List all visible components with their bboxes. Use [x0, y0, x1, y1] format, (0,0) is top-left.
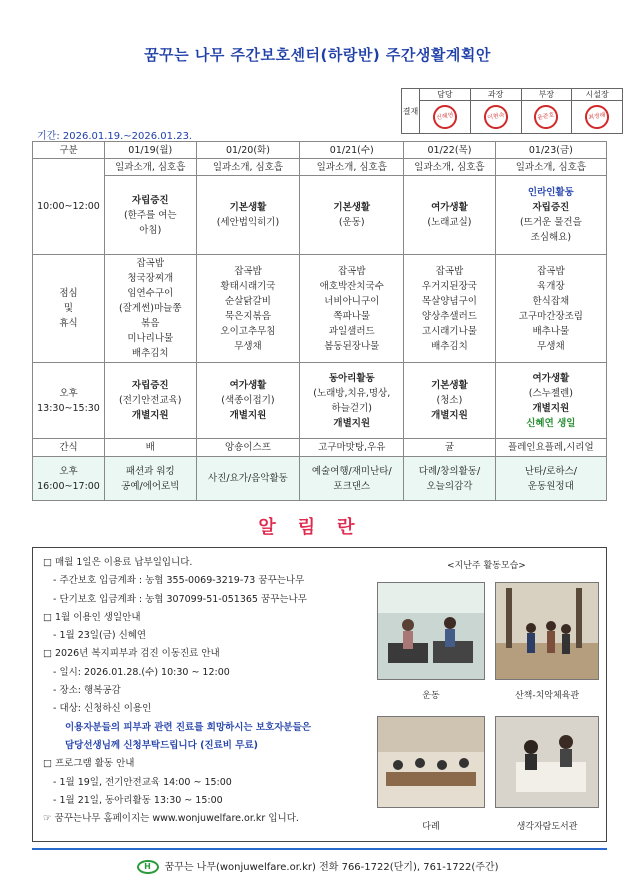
footer-text: 꿈꾸는 나무(wonjuwelfare.or.kr) 전화 766-1722(단기), 761-1722(주간) [164, 862, 499, 873]
photo-tea [377, 716, 485, 808]
program-detail: (뜨거운 물건을 [519, 217, 582, 228]
intro-row [33, 159, 607, 176]
menu-cell [196, 255, 300, 363]
notice-item: - 장소: 행복공감 [53, 685, 121, 697]
lunch-label-line: 점심 [59, 288, 78, 299]
notice-item: - 대상: 신청하신 이용인 [53, 703, 152, 715]
menu-item: (잘게썬)마늘쫑 [119, 303, 182, 314]
menu-item: 잡곡밥 [435, 265, 464, 277]
lunch-label-line: 휴식 [59, 318, 78, 329]
schedule-table [32, 141, 607, 501]
header-cell: 01/21(수) [300, 142, 404, 159]
menu-item: 우거지된장국 [421, 280, 477, 292]
photo-caption: 생각자람도서관 [516, 822, 578, 832]
exercise-photo-icon [378, 583, 484, 679]
late-cell [495, 457, 606, 501]
notice-heading: □ 매월 1일은 이용료 납부일입니다. [43, 557, 193, 568]
afternoon-cell [105, 363, 197, 439]
time-line: 13:30~15:30 [37, 402, 100, 414]
photo-library [495, 716, 599, 808]
photo-exercise [377, 582, 485, 680]
notice-heading: □ 2026년 복지피부과 검진 이동진료 안내 [43, 648, 220, 660]
program-line: 예술여행/재미난타/ [311, 465, 392, 477]
morning-cell [105, 176, 197, 255]
page-title: 꿈꾸는 나무 주간보호센터(하랑반) 주간생활계획안 [144, 46, 491, 64]
menu-cell [105, 255, 197, 363]
program-support: 개별지원 [131, 410, 169, 421]
stamp-icon: 신혜연 [431, 103, 459, 131]
menu-item: 잡곡밥 [136, 258, 165, 269]
approval-label: 결재 [402, 89, 420, 134]
stamp-icon: 윤준호 [532, 103, 560, 131]
program-support: 개별지원 [532, 402, 570, 414]
snack-cell: 고구마맛탕,우유 [300, 439, 404, 457]
late-cell [300, 457, 404, 501]
program-support: 개별지원 [431, 410, 468, 421]
intro-cell: 일과소개, 심호흡 [495, 159, 606, 176]
menu-item: 고시래기나물 [421, 325, 477, 337]
afternoon-cell [196, 363, 300, 439]
menu-item: 봄동된장나물 [324, 340, 380, 352]
approval-role: 담당 [420, 89, 471, 101]
morning-cell [495, 176, 606, 255]
program-line: 공예/에어로빅 [121, 480, 180, 492]
notice-item: - 1월 21일, 동아리활동 13:30 ~ 15:00 [53, 794, 223, 806]
program-detail: (세안법익히기) [216, 217, 280, 228]
afternoon-cell [495, 363, 606, 439]
program-detail: (청소) [436, 395, 463, 406]
menu-cell [300, 255, 404, 363]
late-cell [196, 457, 300, 501]
birthday-note: 신혜연 생일 [526, 417, 576, 429]
program-detail: (운동) [338, 217, 365, 228]
tea-photo-icon [378, 717, 484, 807]
afternoon-cell [300, 363, 404, 439]
program-detail: (스누젤렌) [528, 387, 573, 399]
program-detail: (노래교실) [427, 217, 472, 228]
morning-cell [404, 176, 496, 255]
program-name: 기본생활 [333, 202, 371, 213]
header-cell: 01/22(목) [404, 142, 496, 159]
notice-item: - 주간보호 입금계좌 : 농협 355-0069-3219-73 꿈꾸는나무 [53, 575, 305, 587]
snack-row [33, 439, 607, 457]
program-name: 자립증진 [131, 194, 169, 206]
program-line: 포크댄스 [333, 480, 371, 492]
menu-cell [404, 255, 496, 363]
menu-item: 오이고추무침 [220, 325, 276, 337]
intro-cell: 일과소개, 심호흡 [300, 159, 404, 176]
menu-item: 과일샐러드 [328, 325, 375, 337]
menu-item: 육개장 [537, 280, 565, 292]
menu-item: 배추김치 [131, 348, 169, 359]
late-afternoon-row [33, 457, 607, 501]
photo-caption: 산책-치악체육관 [514, 691, 580, 701]
notice-item: - 단기보호 입금계좌 : 농협 307099-51-051365 꿈꾸는나무 [53, 593, 307, 605]
time-line: 오후 [59, 387, 78, 399]
late-time [33, 457, 105, 501]
menu-item: 임연수구이 [127, 288, 174, 299]
program-extra: 인라인활동 [527, 187, 574, 198]
menu-item: 묵은지볶음 [225, 310, 271, 322]
photo-caption: 다례 [422, 822, 440, 832]
snack-cell: 플레인요플레,시리얼 [495, 439, 606, 457]
menu-item: 배추나물 [532, 325, 570, 337]
program-line: 사진/요가/음악활동 [208, 473, 288, 484]
program-line: 운동원정대 [527, 480, 574, 492]
menu-item: 한식잡채 [532, 295, 570, 307]
photos-title: <지난주 활동모습> [447, 561, 526, 571]
menu-item: 잡곡밥 [234, 265, 262, 277]
late-cell [404, 457, 496, 501]
walk-photo-icon [496, 583, 598, 679]
afternoon-time [33, 363, 105, 439]
program-detail: (전기안전교육) [119, 395, 182, 406]
header-cell: 01/19(월) [105, 142, 197, 159]
program-name: 기본생활 [431, 380, 468, 391]
stamp-icon: 최정해 [583, 103, 611, 131]
program-name: 기본생활 [229, 202, 267, 213]
period-label: 기간: 2026.01.19.~2026.01.23. [37, 131, 193, 142]
program-detail: 하늘걷기) [331, 402, 372, 414]
intro-cell: 일과소개, 심호흡 [196, 159, 300, 176]
header-cell: 01/23(금) [495, 142, 606, 159]
program-name: 자립증진 [532, 202, 570, 213]
notice-highlight: 이용자분들의 피부과 관련 진료를 희망하시는 보호자분들은 [65, 721, 311, 733]
late-cell [105, 457, 197, 501]
morning-row [33, 176, 607, 255]
notice-heading: □ 프로그램 활동 안내 [43, 758, 135, 770]
logo-icon: H [137, 860, 159, 874]
menu-item: 목살양념구이 [421, 295, 477, 307]
approval-role: 부장 [521, 89, 572, 101]
menu-item: 청국장찌개 [127, 273, 174, 284]
library-photo-icon [496, 717, 598, 807]
intro-cell: 일과소개, 심호흡 [105, 159, 197, 176]
lunch-row [33, 255, 607, 363]
menu-item: 쪽파나물 [333, 310, 371, 322]
menu-item: 무생채 [234, 340, 262, 352]
menu-item: 잡곡밥 [338, 265, 366, 277]
menu-item: 미나리나물 [127, 333, 174, 344]
notice-item: - 일시: 2026.01.28.(수) 10:30 ~ 12:00 [53, 666, 230, 678]
approval-role: 과장 [470, 89, 521, 101]
program-name: 여가생활 [532, 372, 570, 384]
menu-item: 고구마간장조림 [518, 310, 583, 322]
program-name: 여가생활 [229, 380, 267, 391]
menu-item: 황태시래기국 [220, 280, 276, 292]
menu-item: 잡곡밥 [537, 265, 565, 277]
program-detail: 아침) [139, 224, 162, 236]
time-line: 오후 [59, 465, 78, 477]
morning-cell [300, 176, 404, 255]
notice-item: - 1월 23일(금) 신혜연 [53, 630, 147, 642]
program-line: 패션과 워킹 [125, 465, 175, 477]
program-detail: 조심해요) [530, 232, 572, 243]
menu-item: 배추김치 [431, 340, 468, 352]
afternoon-cell [404, 363, 496, 439]
program-line: 다례/창의활동/ [418, 465, 481, 477]
notice-box [32, 547, 607, 842]
program-support: 개별지원 [333, 417, 371, 429]
notice-list [43, 554, 373, 828]
program-support: 개별지원 [229, 410, 267, 421]
snack-cell: 앙숑이스프 [196, 439, 300, 457]
snack-cell: 배 [105, 439, 197, 457]
program-line: 오늘의감각 [426, 480, 473, 492]
approval-box [401, 88, 623, 134]
menu-item: 무생채 [537, 340, 565, 352]
program-name: 여가생활 [431, 202, 468, 213]
program-detail: (한주를 여는 [123, 209, 177, 221]
menu-item: 순살닭갈비 [225, 295, 271, 307]
program-line: 난타/로하스/ [524, 465, 577, 477]
menu-item: 애호박잔치국수 [319, 280, 384, 292]
menu-item: 양상추샐러드 [421, 310, 477, 322]
schedule-header [33, 142, 607, 159]
notice-item: - 1월 19일, 전기안전교육 14:00 ~ 15:00 [53, 776, 232, 788]
header-cell: 01/20(화) [196, 142, 300, 159]
morning-time: 10:00~12:00 [33, 159, 105, 255]
notice-heading: □ 1월 이용인 생일안내 [43, 611, 141, 623]
morning-cell [196, 176, 300, 255]
lunch-label [33, 255, 105, 363]
afternoon-row [33, 363, 607, 439]
program-name: 자립증진 [131, 380, 169, 391]
header-cell: 구분 [33, 142, 105, 159]
homepage-link[interactable]: ☞ 꿈꾸는나무 홈페이지는 www.wonjuwelfare.or.kr 입니다. [43, 813, 299, 825]
photo-caption: 운동 [422, 691, 440, 701]
photo-walk [495, 582, 599, 680]
lunch-label-line: 및 [63, 303, 74, 314]
notice-title: 알림란 [258, 517, 377, 538]
divider [32, 848, 607, 850]
intro-cell: 일과소개, 심호흡 [404, 159, 496, 176]
menu-item: 너비아니구이 [324, 295, 380, 307]
approval-role: 시설장 [572, 89, 623, 101]
snack-cell: 귤 [404, 439, 496, 457]
program-detail: (색종이접기) [221, 395, 275, 406]
stamp-icon: 이현숙 [482, 103, 510, 131]
footer [0, 858, 635, 874]
program-detail: (노래방,치유,명상, [313, 387, 391, 399]
snack-label: 간식 [33, 439, 105, 457]
menu-cell [495, 255, 606, 363]
menu-item: 볶음 [141, 318, 160, 329]
time-line: 16:00~17:00 [37, 480, 100, 492]
notice-highlight: 담당선생님께 신청부탁드립니다 (진료비 무료) [65, 739, 258, 751]
program-name: 동아리활동 [328, 372, 375, 384]
